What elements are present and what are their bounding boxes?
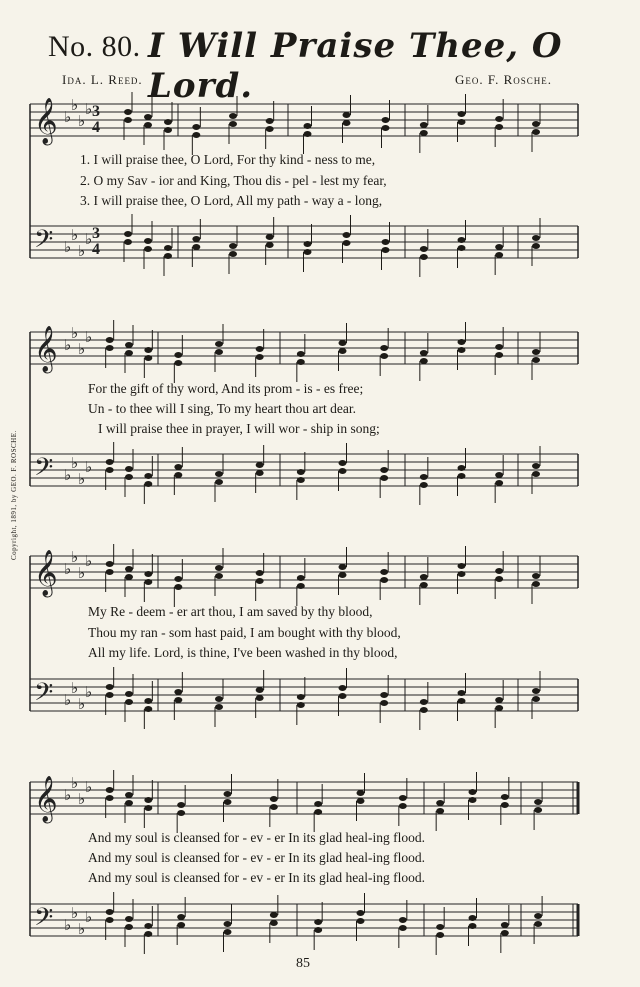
- note-head: [174, 697, 182, 703]
- note-head: [124, 239, 132, 245]
- flat-icon: ♭: [64, 786, 72, 804]
- note-head: [339, 340, 347, 346]
- note-head: [215, 341, 223, 347]
- note-head: [532, 121, 540, 127]
- hymn-number: No. 80.: [48, 30, 141, 63]
- treble-clef-icon: 𝄞: [34, 550, 58, 596]
- note-head: [382, 239, 390, 245]
- note-head: [256, 578, 264, 584]
- note-head: [382, 125, 390, 131]
- note-head: [495, 124, 503, 130]
- note-head: [339, 460, 347, 466]
- note-head: [420, 254, 428, 260]
- note-head: [125, 792, 133, 798]
- note-head: [304, 131, 312, 137]
- note-head: [224, 799, 232, 805]
- note-head: [304, 123, 312, 129]
- note-head: [532, 243, 540, 249]
- note-head: [297, 583, 305, 589]
- lyricist-credit: Ida. L. Reed.: [62, 72, 143, 87]
- flat-icon: ♭: [64, 238, 72, 256]
- flat-icon: ♭: [85, 908, 93, 926]
- note-head: [399, 803, 407, 809]
- note-head: [495, 705, 503, 711]
- note-head: [174, 472, 182, 478]
- note-head: [125, 474, 133, 480]
- note-head: [125, 342, 133, 348]
- note-head: [420, 582, 428, 588]
- lyric-line: I will praise thee in prayer, I will wor - ship in song;: [98, 421, 380, 436]
- treble-clef-icon: 𝄞: [34, 776, 58, 822]
- flat-icon: ♭: [64, 466, 72, 484]
- note-head: [339, 685, 347, 691]
- hymn-title: I Will Praise Thee, O Lord.: [148, 26, 563, 106]
- note-head: [534, 913, 542, 919]
- note-head: [532, 581, 540, 587]
- note-head: [380, 475, 388, 481]
- note-head: [380, 569, 388, 575]
- flat-icon: ♭: [78, 340, 86, 358]
- note-head: [304, 249, 312, 255]
- note-head: [458, 347, 466, 353]
- time-signature: 4: [92, 241, 100, 258]
- flat-icon: ♭: [78, 695, 86, 713]
- note-head: [297, 702, 305, 708]
- note-head: [469, 797, 477, 803]
- note-head: [458, 571, 466, 577]
- note-head: [532, 471, 540, 477]
- note-head: [458, 690, 466, 696]
- note-head: [420, 246, 428, 252]
- note-head: [215, 565, 223, 571]
- flat-icon: ♭: [85, 230, 93, 248]
- flat-icon: ♭: [64, 108, 72, 126]
- note-head: [215, 573, 223, 579]
- note-head: [339, 564, 347, 570]
- note-head: [266, 242, 274, 248]
- note-head: [192, 132, 200, 138]
- flat-icon: ♭: [71, 774, 79, 792]
- note-head: [420, 474, 428, 480]
- note-head: [420, 130, 428, 136]
- note-head: [399, 925, 407, 931]
- note-head: [357, 790, 365, 796]
- note-head: [495, 244, 503, 250]
- note-head: [343, 112, 351, 118]
- note-head: [382, 117, 390, 123]
- note-head: [420, 350, 428, 356]
- note-head: [164, 245, 172, 251]
- note-head: [124, 117, 132, 123]
- lyric-line: All my life. Lord, is thine, I've been washed in thy blood,: [88, 645, 398, 660]
- note-head: [501, 802, 509, 808]
- lyric-line: Thou my ran - som hast paid, I am bought with thy blood,: [88, 625, 401, 640]
- note-head: [192, 244, 200, 250]
- note-head: [270, 912, 278, 918]
- note-head: [399, 917, 407, 923]
- note-head: [174, 576, 182, 582]
- note-head: [144, 355, 152, 361]
- lyric-line: And my soul is cleansed for - ev - er In its glad heal-ing flood.: [88, 870, 426, 885]
- note-head: [125, 350, 133, 356]
- note-head: [256, 346, 264, 352]
- note-head: [229, 251, 237, 257]
- flat-icon: ♭: [85, 100, 93, 118]
- note-head: [106, 569, 114, 575]
- bass-clef-icon: 𝄢: [34, 678, 54, 713]
- note-head: [106, 787, 114, 793]
- note-head: [458, 698, 466, 704]
- note-head: [534, 799, 542, 805]
- note-head: [458, 563, 466, 569]
- flat-icon: ♭: [78, 470, 86, 488]
- note-head: [164, 119, 172, 125]
- note-head: [532, 688, 540, 694]
- flat-icon: ♭: [71, 226, 79, 244]
- note-head: [532, 129, 540, 135]
- note-head: [106, 561, 114, 567]
- note-head: [256, 695, 264, 701]
- note-head: [297, 477, 305, 483]
- note-head: [304, 241, 312, 247]
- note-head: [380, 345, 388, 351]
- treble-clef-icon: 𝄞: [34, 98, 58, 144]
- note-head: [399, 795, 407, 801]
- note-head: [436, 800, 444, 806]
- note-head: [215, 471, 223, 477]
- note-head: [106, 467, 114, 473]
- note-head: [144, 473, 152, 479]
- note-head: [357, 798, 365, 804]
- note-head: [297, 575, 305, 581]
- note-head: [177, 810, 185, 816]
- note-head: [215, 696, 223, 702]
- note-head: [270, 804, 278, 810]
- note-head: [532, 357, 540, 363]
- note-head: [256, 687, 264, 693]
- note-head: [532, 696, 540, 702]
- lyric-line: And my soul is cleansed for - ev - er In its glad heal-ing flood.: [88, 830, 426, 845]
- note-head: [177, 802, 185, 808]
- note-head: [266, 118, 274, 124]
- flat-icon: ♭: [85, 683, 93, 701]
- flat-icon: ♭: [71, 904, 79, 922]
- note-head: [174, 360, 182, 366]
- note-head: [144, 579, 152, 585]
- flat-icon: ♭: [85, 778, 93, 796]
- time-signature: 3: [92, 225, 100, 242]
- lyric-line: 3. I will praise thee, O Lord, All my path - way a - long,: [80, 193, 383, 208]
- flat-icon: ♭: [71, 679, 79, 697]
- note-head: [343, 240, 351, 246]
- note-head: [469, 915, 477, 921]
- flat-icon: ♭: [85, 552, 93, 570]
- note-head: [458, 119, 466, 125]
- note-head: [125, 466, 133, 472]
- note-head: [144, 246, 152, 252]
- note-head: [495, 576, 503, 582]
- note-head: [420, 574, 428, 580]
- note-head: [174, 352, 182, 358]
- note-head: [229, 113, 237, 119]
- note-head: [270, 796, 278, 802]
- note-head: [297, 694, 305, 700]
- note-head: [314, 809, 322, 815]
- note-head: [458, 245, 466, 251]
- note-head: [215, 704, 223, 710]
- note-head: [380, 700, 388, 706]
- note-head: [174, 464, 182, 470]
- note-head: [270, 920, 278, 926]
- note-head: [192, 124, 200, 130]
- note-head: [106, 459, 114, 465]
- note-head: [106, 337, 114, 343]
- note-head: [177, 922, 185, 928]
- note-head: [436, 808, 444, 814]
- note-head: [501, 930, 509, 936]
- lyric-line: 2. O my Sav - ior and King, Thou dis - pel - lest my fear,: [80, 173, 387, 188]
- note-head: [420, 482, 428, 488]
- note-head: [314, 801, 322, 807]
- note-head: [164, 127, 172, 133]
- flat-icon: ♭: [78, 920, 86, 938]
- note-head: [458, 111, 466, 117]
- flat-icon: ♭: [64, 560, 72, 578]
- note-head: [144, 347, 152, 353]
- note-head: [192, 236, 200, 242]
- flat-icon: ♭: [78, 112, 86, 130]
- note-head: [495, 252, 503, 258]
- note-head: [420, 699, 428, 705]
- note-head: [144, 481, 152, 487]
- note-head: [495, 344, 503, 350]
- note-head: [224, 929, 232, 935]
- note-head: [266, 234, 274, 240]
- page-number: 85: [296, 956, 310, 971]
- note-head: [297, 359, 305, 365]
- flat-icon: ♭: [85, 328, 93, 346]
- note-head: [144, 805, 152, 811]
- note-head: [495, 116, 503, 122]
- note-head: [436, 932, 444, 938]
- note-head: [144, 571, 152, 577]
- note-head: [495, 568, 503, 574]
- note-head: [229, 243, 237, 249]
- note-head: [380, 467, 388, 473]
- note-head: [174, 689, 182, 695]
- note-head: [266, 126, 274, 132]
- note-head: [532, 463, 540, 469]
- note-head: [458, 465, 466, 471]
- note-head: [215, 349, 223, 355]
- flat-icon: ♭: [64, 336, 72, 354]
- note-head: [458, 237, 466, 243]
- note-head: [339, 693, 347, 699]
- note-head: [495, 472, 503, 478]
- note-head: [343, 232, 351, 238]
- note-head: [420, 358, 428, 364]
- note-head: [534, 921, 542, 927]
- note-head: [215, 479, 223, 485]
- note-head: [256, 354, 264, 360]
- flat-icon: ♭: [64, 916, 72, 934]
- time-signature: 4: [92, 119, 100, 136]
- bass-clef-icon: 𝄢: [34, 453, 54, 488]
- note-head: [501, 794, 509, 800]
- note-head: [382, 247, 390, 253]
- note-head: [144, 114, 152, 120]
- note-head: [144, 122, 152, 128]
- note-head: [106, 795, 114, 801]
- note-head: [164, 253, 172, 259]
- lyric-line: And my soul is cleansed for - ev - er In its glad heal-ing flood.: [88, 850, 426, 865]
- note-head: [469, 923, 477, 929]
- note-head: [125, 800, 133, 806]
- note-head: [177, 914, 185, 920]
- note-head: [380, 353, 388, 359]
- note-head: [495, 480, 503, 486]
- note-head: [124, 109, 132, 115]
- bass-clef-icon: 𝄢: [34, 225, 54, 260]
- note-head: [469, 789, 477, 795]
- note-head: [106, 917, 114, 923]
- note-head: [144, 238, 152, 244]
- note-head: [125, 566, 133, 572]
- note-head: [125, 699, 133, 705]
- note-head: [256, 570, 264, 576]
- note-head: [380, 692, 388, 698]
- note-head: [106, 684, 114, 690]
- note-head: [532, 573, 540, 579]
- note-head: [343, 120, 351, 126]
- note-head: [532, 235, 540, 241]
- note-head: [229, 121, 237, 127]
- bass-clef-icon: 𝄢: [34, 903, 54, 938]
- note-head: [125, 916, 133, 922]
- note-head: [144, 706, 152, 712]
- note-head: [420, 122, 428, 128]
- lyric-line: Un - to thee will I sing, To my heart thou art dear.: [88, 401, 356, 416]
- flat-icon: ♭: [78, 564, 86, 582]
- note-head: [495, 697, 503, 703]
- note-head: [420, 707, 428, 713]
- note-head: [436, 924, 444, 930]
- flat-icon: ♭: [71, 548, 79, 566]
- note-head: [106, 909, 114, 915]
- flat-icon: ♭: [85, 458, 93, 476]
- note-head: [144, 923, 152, 929]
- note-head: [458, 473, 466, 479]
- flat-icon: ♭: [64, 691, 72, 709]
- flat-icon: ♭: [71, 96, 79, 114]
- treble-clef-icon: 𝄞: [34, 326, 58, 372]
- note-head: [174, 584, 182, 590]
- flat-icon: ♭: [78, 790, 86, 808]
- lyric-line: My Re - deem - er art thou, I am saved by thy blood,: [88, 604, 373, 619]
- note-head: [125, 924, 133, 930]
- flat-icon: ♭: [71, 454, 79, 472]
- note-head: [380, 577, 388, 583]
- note-head: [106, 692, 114, 698]
- note-head: [357, 910, 365, 916]
- flat-icon: ♭: [71, 324, 79, 342]
- note-head: [144, 797, 152, 803]
- composer-credit: Geo. F. Rosche.: [455, 72, 552, 87]
- note-head: [125, 574, 133, 580]
- note-head: [256, 470, 264, 476]
- time-signature: 3: [92, 103, 100, 120]
- note-head: [339, 572, 347, 578]
- note-head: [314, 927, 322, 933]
- note-head: [144, 931, 152, 937]
- flat-icon: ♭: [78, 242, 86, 260]
- lyric-line: 1. I will praise thee, O Lord, For thy kind - ness to me,: [80, 152, 376, 167]
- note-head: [501, 922, 509, 928]
- note-head: [297, 469, 305, 475]
- note-head: [256, 462, 264, 468]
- copyright-notice: Copyright, 1891, by GEO. F. ROSCHE.: [10, 430, 18, 560]
- note-head: [314, 919, 322, 925]
- note-head: [532, 349, 540, 355]
- note-head: [106, 345, 114, 351]
- note-head: [357, 918, 365, 924]
- note-head: [224, 791, 232, 797]
- note-head: [458, 339, 466, 345]
- note-head: [339, 348, 347, 354]
- note-head: [124, 231, 132, 237]
- note-head: [224, 921, 232, 927]
- note-head: [297, 351, 305, 357]
- note-head: [125, 691, 133, 697]
- note-head: [339, 468, 347, 474]
- lyric-line: For the gift of thy word, And its prom - is - es free;: [88, 381, 364, 396]
- note-head: [144, 698, 152, 704]
- note-head: [495, 352, 503, 358]
- note-head: [534, 807, 542, 813]
